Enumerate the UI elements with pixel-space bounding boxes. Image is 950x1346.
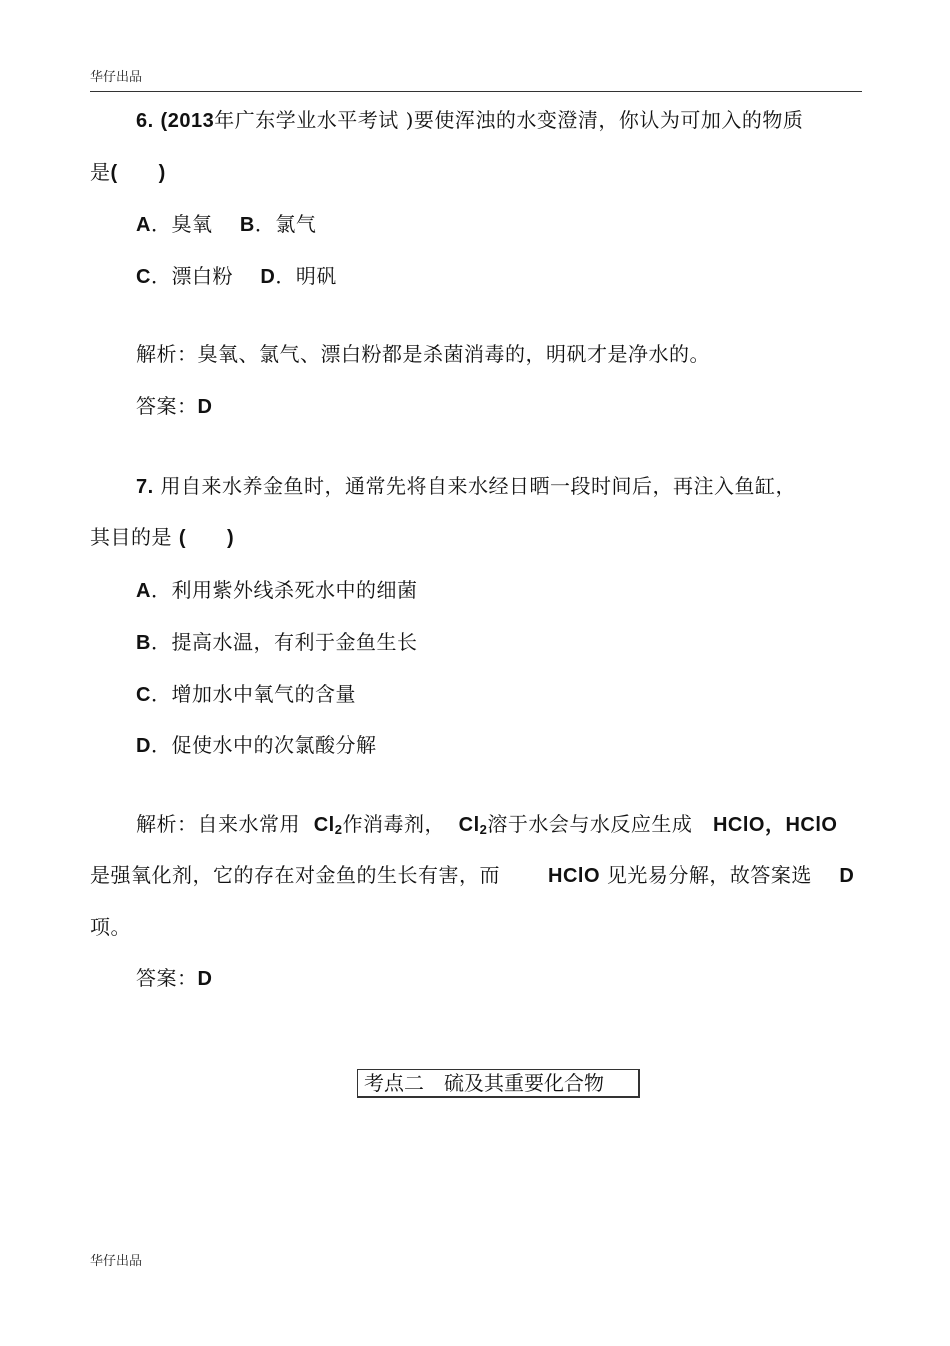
chem-subscript: 2: [334, 822, 343, 837]
q7-number: 7: [136, 476, 148, 498]
q7-analysis-text: 见光易分解，故答案选: [606, 863, 812, 887]
q7-stem-line-2: [90, 523, 234, 552]
q7-option-c-text: 增加水中氧气的含量: [171, 682, 356, 706]
q7-option-c: C．增加水中氧气的含量: [136, 682, 356, 706]
comma: ，: [764, 814, 786, 836]
q7-answer: [136, 964, 212, 993]
q6-answer-value: D: [197, 396, 213, 418]
q6-stem-c: 是: [90, 160, 111, 184]
q7-option-b-letter: B: [136, 632, 151, 654]
q7-analysis-text: 溶于水会与水反应生成: [487, 812, 693, 836]
q6-option-b-text: 氯气: [275, 212, 317, 236]
header-publisher: 华仔出品: [90, 70, 143, 85]
chem-cl: Cl: [313, 814, 335, 836]
q7-option-b-text: 提高水温，有利于金鱼生长: [171, 630, 418, 654]
q7-stem-b: 其目的是: [90, 525, 172, 549]
q7-option-a-letter: A: [136, 580, 151, 602]
q6-option-c-text: 漂白粉: [171, 264, 233, 288]
q6-stem-b: )要使浑浊的水变澄清，你认为可加入的物质: [405, 108, 804, 132]
q6-answer-label: 答案：: [136, 394, 198, 418]
q6-stem-a: 年广东学业水平考试: [214, 108, 399, 132]
chem-hclo: HClO: [712, 814, 765, 836]
q6-option-c-letter: C: [136, 266, 151, 288]
chem-hclo: HClO: [785, 814, 838, 836]
chem-subscript: 2: [479, 822, 488, 837]
q7-stem-a: 用自来水养金鱼时，通常先将自来水经日晒一段时间后，再注入鱼缸，: [160, 474, 797, 498]
q7-option-c-letter: C: [136, 684, 151, 706]
q7-option-d-text: 促使水中的次氯酸分解: [171, 733, 377, 757]
q7-analysis-line-2: [90, 861, 854, 890]
q7-analysis-line-1: [136, 810, 837, 844]
q6-number: 6: [136, 110, 148, 132]
section-title: 考点二 硫及其重要化合物: [364, 1071, 604, 1095]
q7-option-a-text: 利用紫外线杀死水中的细菌: [171, 578, 418, 602]
footer-publisher: 华仔出品: [90, 1254, 143, 1269]
q7-option-a: A．利用紫外线杀死水中的细菌: [136, 578, 418, 602]
q7-analysis-text: 解析：自来水常用: [136, 812, 300, 836]
header-rule: [90, 91, 862, 92]
q6-option-d-text: 明矾: [295, 264, 337, 288]
q6-answer: [136, 392, 212, 421]
q6-option-d-letter: D: [260, 266, 276, 288]
q7-analysis-text: 是强氧化剂，它的存在对金鱼的生长有害，而: [90, 863, 500, 887]
q7-option-d-letter: D: [136, 735, 151, 757]
q6-bracket: ( ): [110, 162, 166, 184]
q7-analysis-letter: D: [839, 865, 855, 887]
q6-options-row-2: C．漂白粉 D．明矾: [136, 264, 337, 288]
q6-options-row-1: A．臭氧 B．氯气: [136, 212, 317, 236]
q7-answer-label: 答案：: [136, 966, 198, 990]
q6-option-a-letter: A: [136, 214, 151, 236]
q7-option-d: D．促使水中的次氯酸分解: [136, 733, 377, 757]
q7-analysis-line-3: 项。: [90, 915, 131, 939]
chem-hclo: HClO: [548, 865, 601, 887]
chem-cl: Cl: [458, 814, 480, 836]
section-title-box: [357, 1069, 640, 1098]
q7-bracket: ( ): [178, 527, 235, 549]
q6-analysis: 解析：臭氧、氯气、漂白粉都是杀菌消毒的，明矾才是净水的。: [136, 342, 710, 366]
q7-stem-line-1: 7. 用自来水养金鱼时，通常先将自来水经日晒一段时间后，再注入鱼缸，: [136, 474, 797, 498]
q6-stem-line-1: 6. (2013年广东学业水平考试 )要使浑浊的水变澄清，你认为可加入的物质: [136, 108, 804, 132]
q7-option-b: B．提高水温，有利于金鱼生长: [136, 630, 418, 654]
q6-stem-line-2: [90, 158, 166, 187]
q6-option-a-text: 臭氧: [171, 212, 213, 236]
q6-source: (2013: [160, 110, 215, 132]
q6-option-b-letter: B: [239, 214, 255, 236]
q7-answer-value: D: [197, 968, 213, 990]
q7-analysis-text: 作消毒剂，: [342, 812, 445, 836]
